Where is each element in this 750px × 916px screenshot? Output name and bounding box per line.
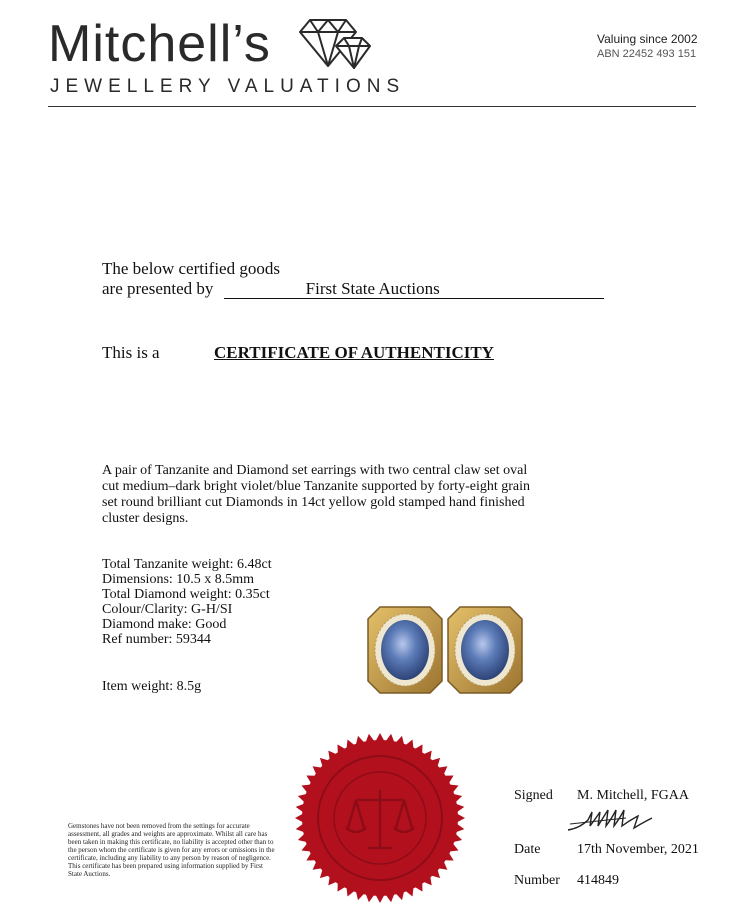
intro-line-2 — [102, 279, 604, 299]
presenter-name: First State Auctions — [224, 279, 604, 299]
valuing-since: Valuing since 2002 — [597, 32, 698, 46]
spec-line: Dimensions: 10.5 x 8.5mm — [102, 572, 255, 587]
certificate-title: CERTIFICATE OF AUTHENTICITY — [214, 343, 494, 362]
number-value: 414849 — [577, 873, 619, 888]
header-divider — [48, 106, 696, 107]
disclaimer-text: Gemstones have not been removed from the settings for accurate assessment, all grades and weights are approximate. Whilst all care has been taken in making this certificate, no liability is accepted other than to the person whom the certificate is given for any errors or omissions in the certificate, including any liability to any person by reason of negligence. This certificate has been prepared using information supplied by First State Auctions. — [68, 822, 275, 878]
abn-number: ABN 22452 493 151 — [597, 48, 697, 60]
red-wax-seal — [294, 732, 466, 909]
spec-line: Colour/Clarity: G-H/SI — [102, 602, 233, 617]
spec-line: Total Tanzanite weight: 6.48ct — [102, 557, 272, 572]
date-label: Date — [514, 842, 541, 857]
spec-line: Diamond make: Good — [102, 617, 227, 632]
handwritten-signature — [566, 806, 656, 839]
date-value: 17th November, 2021 — [577, 842, 699, 857]
spec-line: Total Diamond weight: 0.35ct — [102, 587, 270, 602]
certificate-prefix: This is a — [102, 343, 160, 362]
intro-line-1: The below certified goods — [102, 259, 280, 278]
spec-line: Ref number: 59344 — [102, 632, 211, 647]
item-description: A pair of Tanzanite and Diamond set earrings with two central claw set oval cut medium–dark bright violet/blue Tanzanite supported by forty-eight grain set round brilliant cut Diamonds in 14ct yellow gold stamped hand finished cluster designs. — [102, 463, 530, 526]
intro-prefix: are presented by — [102, 279, 214, 298]
signed-value: M. Mitchell, FGAA — [577, 788, 689, 803]
diamond-icon — [298, 16, 374, 79]
item-weight: Item weight: 8.5g — [102, 679, 202, 694]
signed-label: Signed — [514, 788, 553, 803]
tagline: JEWELLERY VALUATIONS — [50, 76, 406, 97]
earrings-photo — [366, 605, 524, 700]
brand-name: Mitchell’s — [48, 15, 271, 73]
number-label: Number — [514, 873, 560, 888]
